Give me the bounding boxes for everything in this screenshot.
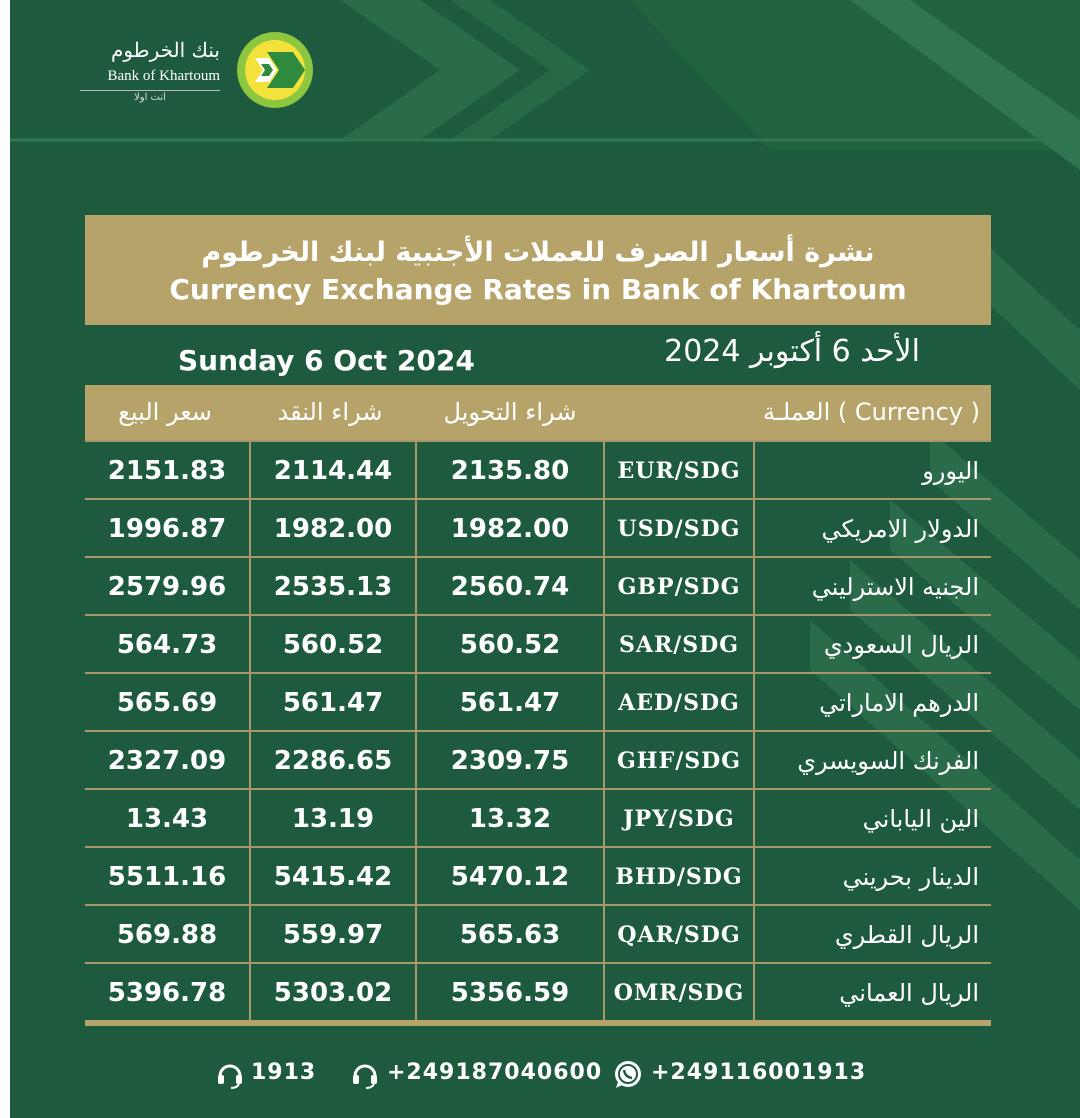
- date-arabic: الأحد 6 أكتوبر 2024: [664, 334, 920, 369]
- sell-rate: 2579.96: [107, 572, 227, 602]
- bank-tagline: انت اولا: [80, 90, 220, 105]
- contact-footer: [215, 1055, 915, 1095]
- currency-name: الفرنك السويسري: [797, 747, 979, 775]
- cash-buy-rate: 2114.44: [273, 456, 393, 486]
- sell-rate: 569.88: [116, 920, 218, 950]
- bank-logo-mark-icon: [235, 30, 315, 110]
- cash-buy-rate: 2535.13: [273, 572, 393, 602]
- cash-buy-rate: 560.52: [282, 630, 384, 660]
- bank-logo: [80, 30, 330, 110]
- table-row: [85, 904, 991, 964]
- rates-table: [85, 385, 991, 1025]
- currency-pair: AED/SDG: [618, 690, 740, 716]
- currency-pair: BHD/SDG: [615, 864, 743, 890]
- transfer-buy-rate: 5470.12: [450, 862, 570, 892]
- table-row: [85, 440, 991, 500]
- transfer-buy-rate: 5356.59: [450, 978, 570, 1008]
- sell-rate: 2327.09: [107, 746, 227, 776]
- date-english: Sunday 6 Oct 2024: [178, 344, 475, 377]
- headset-icon: [350, 1059, 380, 1089]
- table-body: [85, 440, 991, 1026]
- currency-pair: OMR/SDG: [613, 980, 745, 1006]
- currency-name: الجنيه الاسترليني: [811, 573, 979, 601]
- transfer-buy-rate: 1982.00: [450, 514, 570, 544]
- currency-name: الريال القطري: [834, 921, 979, 949]
- currency-pair: QAR/SDG: [617, 922, 741, 948]
- sell-rate: 565.69: [116, 688, 218, 718]
- cash-buy-rate: 561.47: [282, 688, 384, 718]
- cash-buy-rate: 2286.65: [273, 746, 393, 776]
- whatsapp-number[interactable]: +249116001913: [651, 1060, 867, 1085]
- currency-pair: JPY/SDG: [623, 806, 735, 832]
- header-currency: العملـة ( Currency ): [762, 398, 980, 426]
- hotline-number[interactable]: 1913: [251, 1060, 317, 1085]
- cash-buy-rate: 5303.02: [273, 978, 393, 1008]
- currency-pair: SAR/SDG: [618, 632, 740, 658]
- currency-name: الدولار الامريكي: [821, 515, 979, 543]
- bank-name-arabic: بنك الخرطوم: [110, 38, 220, 62]
- currency-name: الدينار بحريني: [842, 863, 979, 891]
- currency-name: الدرهم الاماراتي: [819, 689, 979, 717]
- sell-rate: 13.43: [125, 804, 209, 834]
- header-transfer-buy: شراء التحويل: [443, 398, 577, 426]
- sell-rate: 5396.78: [107, 978, 227, 1008]
- table-row: [85, 672, 991, 732]
- bank-name-english: Bank of Khartoum: [107, 68, 220, 84]
- phone-number[interactable]: +249187040600: [387, 1060, 603, 1085]
- title-english: Currency Exchange Rates in Bank of Khartoum: [169, 273, 907, 306]
- currency-name: اليورو: [922, 457, 979, 485]
- currency-pair: GHF/SDG: [617, 748, 741, 774]
- header-sell: سعر البيع: [118, 398, 212, 426]
- currency-name: الين الياباني: [862, 805, 979, 833]
- currency-pair: GBP/SDG: [617, 574, 741, 600]
- transfer-buy-rate: 565.63: [459, 920, 561, 950]
- table-header: [85, 385, 991, 440]
- table-row: [85, 498, 991, 558]
- table-row: [85, 962, 991, 1022]
- title-banner: [85, 215, 991, 325]
- cash-buy-rate: 1982.00: [273, 514, 393, 544]
- table-row: [85, 788, 991, 848]
- table-row: [85, 846, 991, 906]
- table-row: [85, 730, 991, 790]
- transfer-buy-rate: 2560.74: [450, 572, 570, 602]
- cash-buy-rate: 5415.42: [273, 862, 393, 892]
- transfer-buy-rate: 561.47: [459, 688, 561, 718]
- header-cash-buy: شراء النقد: [277, 398, 383, 426]
- whatsapp-icon: [613, 1059, 643, 1089]
- rates-poster: [10, 0, 1080, 1118]
- transfer-buy-rate: 560.52: [459, 630, 561, 660]
- currency-name: الريال السعودي: [823, 631, 979, 659]
- sell-rate: 2151.83: [107, 456, 227, 486]
- transfer-buy-rate: 2135.80: [450, 456, 570, 486]
- sell-rate: 564.73: [116, 630, 218, 660]
- table-row: [85, 556, 991, 616]
- transfer-buy-rate: 13.32: [468, 804, 552, 834]
- currency-pair: EUR/SDG: [617, 458, 741, 484]
- sell-rate: 5511.16: [107, 862, 227, 892]
- table-row: [85, 614, 991, 674]
- cash-buy-rate: 13.19: [291, 804, 375, 834]
- currency-pair: USD/SDG: [617, 516, 741, 542]
- title-arabic: نشرة أسعار الصرف للعملات الأجنبية لبنك الخرطوم: [201, 237, 875, 268]
- headset-icon: [215, 1059, 245, 1089]
- sell-rate: 1996.87: [107, 514, 227, 544]
- transfer-buy-rate: 2309.75: [450, 746, 570, 776]
- currency-name: الريال العماني: [839, 979, 979, 1007]
- cash-buy-rate: 559.97: [282, 920, 384, 950]
